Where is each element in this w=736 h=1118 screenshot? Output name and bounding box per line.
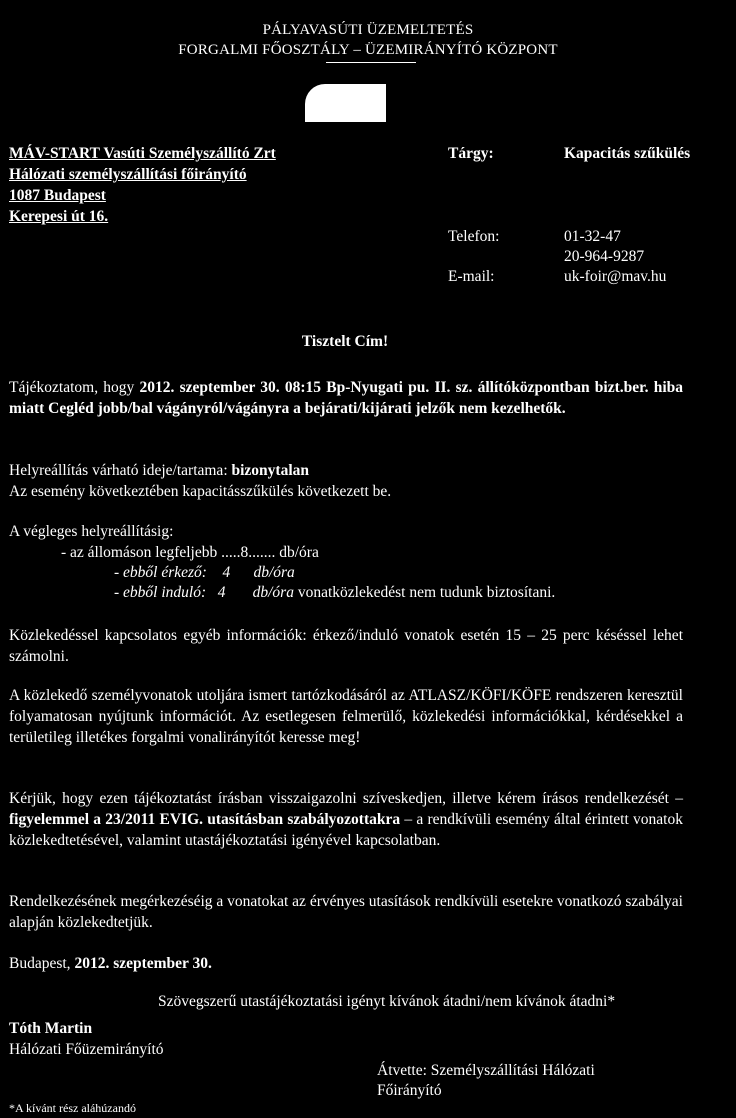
restoration-value: bizonytalan <box>231 462 310 479</box>
header-line-2: FORGALMI FŐOSZTÁLY – ÜZEMIRÁNYÍTÓ KÖZPONT <box>178 42 558 58</box>
header-divider <box>326 62 416 63</box>
greeting: Tisztelt Cím! <box>301 333 389 350</box>
email-label: E-mail: <box>448 268 495 285</box>
phone-value-2: 20-964-9287 <box>564 248 645 265</box>
recipient-line-2: Hálózati személyszállítási főirányító <box>9 166 247 183</box>
confirmation-text-a: Kérjük, hogy ezen tájékoztatást írásban visszaigazolni szíveskedjen, illetve kérem írásos rendelkezését – <box>9 790 683 807</box>
footnote: *A kívánt rész aláhúzandó <box>9 1101 136 1115</box>
departing-capacity: - ebből induló: 4 db/óra <box>114 584 294 601</box>
date-prefix: Budapest, <box>9 955 75 972</box>
paragraph-other-info: Közlekedéssel kapcsolatos egyéb információk: érkező/induló vonatok esetén 15 – 25 perc késéssel lehet számolni. <box>9 627 683 665</box>
restoration-line <box>9 460 309 481</box>
capacity-consequence: Az esemény következtében kapacitásszűkülés következett be. <box>9 483 392 500</box>
recipient-line-4: Kerepesi út 16. <box>9 208 109 225</box>
signature-title: Hálózati Főüzemirányító <box>9 1041 164 1058</box>
station-capacity: - az állomáson legfeljebb .....8....... db/óra <box>61 544 319 561</box>
logo <box>305 84 386 122</box>
date-value: 2012. szeptember 30. <box>74 955 212 972</box>
passenger-info-note: Szövegszerű utastájékoztatási igényt kívánok átadni/nem kívánok átadni* <box>158 993 616 1010</box>
confirmation-regulation: figyelemmel a 23/2011 EVIG. utasításban szabályozottakra <box>9 811 401 828</box>
incident-details: 2012. szeptember 30. 08:15 Bp-Nyugati pu. II. sz. állítóközpontban bizt.ber. hiba miatt Cegléd jobb/bal vágányról/vágányra a bejárati/kijárati jelzők nem kezelhetők. <box>9 379 683 417</box>
arriving-capacity: - ebből érkező: 4 db/óra <box>114 564 295 581</box>
received-by-line-1: Átvette: Személyszállítási Hálózati <box>377 1062 595 1079</box>
incident-intro: Tájékoztatom, hogy <box>9 379 140 396</box>
paragraph-confirmation <box>9 788 683 851</box>
restoration-label: Helyreállítás várható ideje/tartama: <box>9 462 232 479</box>
header-line-1: PÁLYAVASÚTI ÜZEMELTETÉS <box>262 22 474 38</box>
phone-label: Telefon: <box>448 228 500 245</box>
phone-value-1: 01-32-47 <box>564 228 621 245</box>
paragraph-atlasz: A közlekedő személyvonatok utoljára ismert tartózkodásáról az ATLASZ/KÖFI/KÖFE rendszeren keresztül folyamatosan nyújtunk információt. Az esetlegesen felmerülő, közlekedési információkkal, kérdésekkel a területileg illetékes forgalmi vonalirányítót keresse meg! <box>9 687 683 746</box>
recipient-line-3: 1087 Budapest <box>9 187 106 204</box>
signature-name: Tóth Martin <box>9 1020 93 1037</box>
paragraph-operations: Rendelkezésének megérkezéséig a vonatokat az érvényes utasítások rendkívüli esetekre vonatkozó szabályai alapján közlekedtetjük. <box>9 893 683 931</box>
until-restoration: A végleges helyreállításig: <box>9 523 174 540</box>
departing-suffix: vonatközlekedést nem tudunk biztosítani. <box>293 584 556 601</box>
email-value: uk-foir@mav.hu <box>564 268 667 285</box>
subject-value: Kapacitás szűkülés <box>564 145 691 162</box>
recipient-line-1: MÁV-START Vasúti Személyszállító Zrt <box>9 145 276 162</box>
paragraph-incident <box>9 377 683 419</box>
confirmation-text-c: – a rendkívüli esemény által érintett vonatok közlekedtetésével, valamint utastájékoztatási igényével kapcsolatban. <box>9 811 683 849</box>
subject-label: Tárgy: <box>448 145 494 162</box>
date-line <box>9 953 212 974</box>
departing-capacity-line <box>114 582 555 603</box>
received-by-line-2: Főirányító <box>377 1082 442 1099</box>
